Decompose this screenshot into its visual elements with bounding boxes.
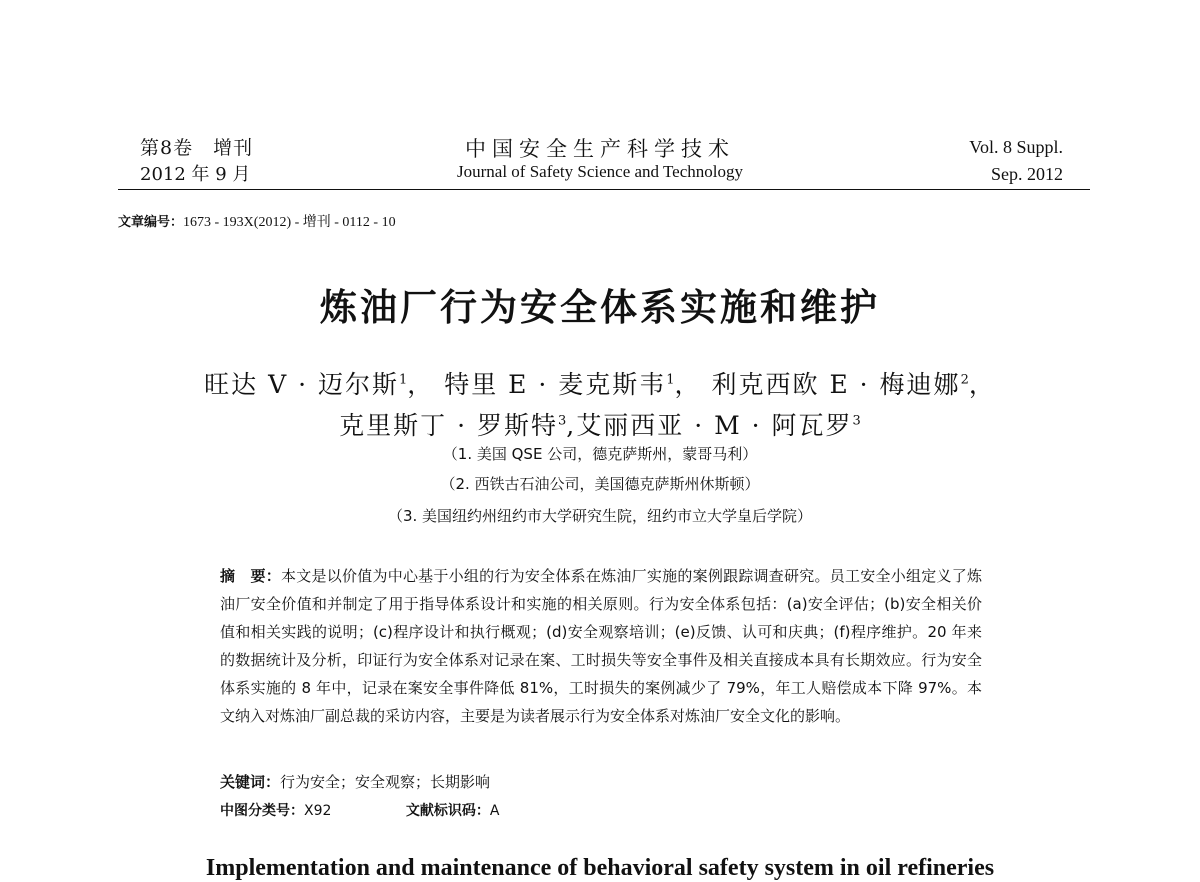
header-date: 2012 年 9 月 <box>140 164 251 185</box>
abstract-text: 本文是以价值为中心基于小组的行为安全体系在炼油厂实施的案例跟踪调查研究。员工安全小组定义了炼油厂安全价值和并制定了用于指导体系设计和实施的相关原则。行为安全体系包括：(a)安全评估；(b)安全相关价值和相关实践的说明；(c)程序设计和执行概观；(d)安全观察培训；(e)反馈、认可和庆典；(f)程序维护。20 年来的数据统计及分析，印证行为安全体系对记录在案、工时损失等安全事件及相关直接成本具有长期效应。行为安全体系实施的 8 年中，记录在案安全事件降低 81%，工时损失的案例减少了 79%，年工人赔偿成本下降 97%。本文纳入对炼油厂副总裁的采访内容，主要是为读者展示行为安全体系对炼油厂安全文化的影响。 <box>220 567 982 725</box>
author-line-2 <box>0 406 1200 442</box>
author-name: 艾丽西亚 · M · 阿瓦罗 <box>576 411 853 440</box>
author-affiliation-mark: 1 <box>398 372 408 388</box>
article-number <box>118 211 396 231</box>
affiliation-2: （2. 西铁古石油公司，美国德克萨斯州休斯顿） <box>440 475 760 493</box>
english-title: Implementation and maintenance of behavioral safety system in oil refineries <box>205 855 995 881</box>
header-volume: 第8卷 增刊 <box>140 137 254 159</box>
affiliation-1: （1. 美国 QSE 公司，德克萨斯州，蒙哥马利） <box>442 445 758 463</box>
doc-code-label: 文献标识码： <box>405 803 490 819</box>
author-affiliation-mark: 3 <box>558 413 567 429</box>
author-separator: ， <box>407 370 435 399</box>
article-number-value: 1673 - 193X(2012) - 增刊 - 0112 - 10 <box>183 215 396 230</box>
journal-name-cn: 中国安全生产科学技术 <box>465 137 735 161</box>
author-line-1 <box>0 365 1200 401</box>
journal-name-en: Journal of Safety Science and Technology <box>457 162 743 181</box>
abstract-label: 摘 要： <box>220 567 281 585</box>
clc-value: X92 <box>304 803 332 819</box>
article-number-label: 文章编号： <box>118 215 184 230</box>
author-name: 特里 E · 麦克斯韦 <box>444 370 667 399</box>
doc-code-value: A <box>489 803 500 819</box>
header-volume-en: Vol. 8 Suppl. <box>969 137 1063 157</box>
header-rule <box>118 189 1090 190</box>
author-affiliation-mark: 2 <box>960 372 969 388</box>
author-affiliation-mark: 1 <box>666 372 675 388</box>
author-name: 利克西欧 E · 梅迪娜 <box>711 370 961 399</box>
keywords-label: 关键词： <box>220 773 281 791</box>
clc-label: 中图分类号： <box>220 803 304 819</box>
keywords <box>220 771 490 792</box>
author-separator: ， <box>968 370 996 399</box>
keywords-text: 行为安全；安全观察；长期影响 <box>280 773 491 791</box>
paper-title: 炼油厂行为安全体系实施和维护 <box>320 286 880 329</box>
author-name: 旺达 V · 迈尔斯 <box>204 370 399 399</box>
header-date-en: Sep. 2012 <box>991 164 1063 184</box>
author-separator: ， <box>674 370 702 399</box>
author-separator: , <box>566 411 577 440</box>
classification-row <box>220 800 499 820</box>
abstract <box>220 562 982 730</box>
author-name: 克里斯丁 · 罗斯特 <box>339 411 559 440</box>
affiliation-3: （3. 美国纽约州纽约市大学研究生院，纽约市立大学皇后学院） <box>387 507 813 525</box>
author-affiliation-mark: 3 <box>852 413 861 429</box>
